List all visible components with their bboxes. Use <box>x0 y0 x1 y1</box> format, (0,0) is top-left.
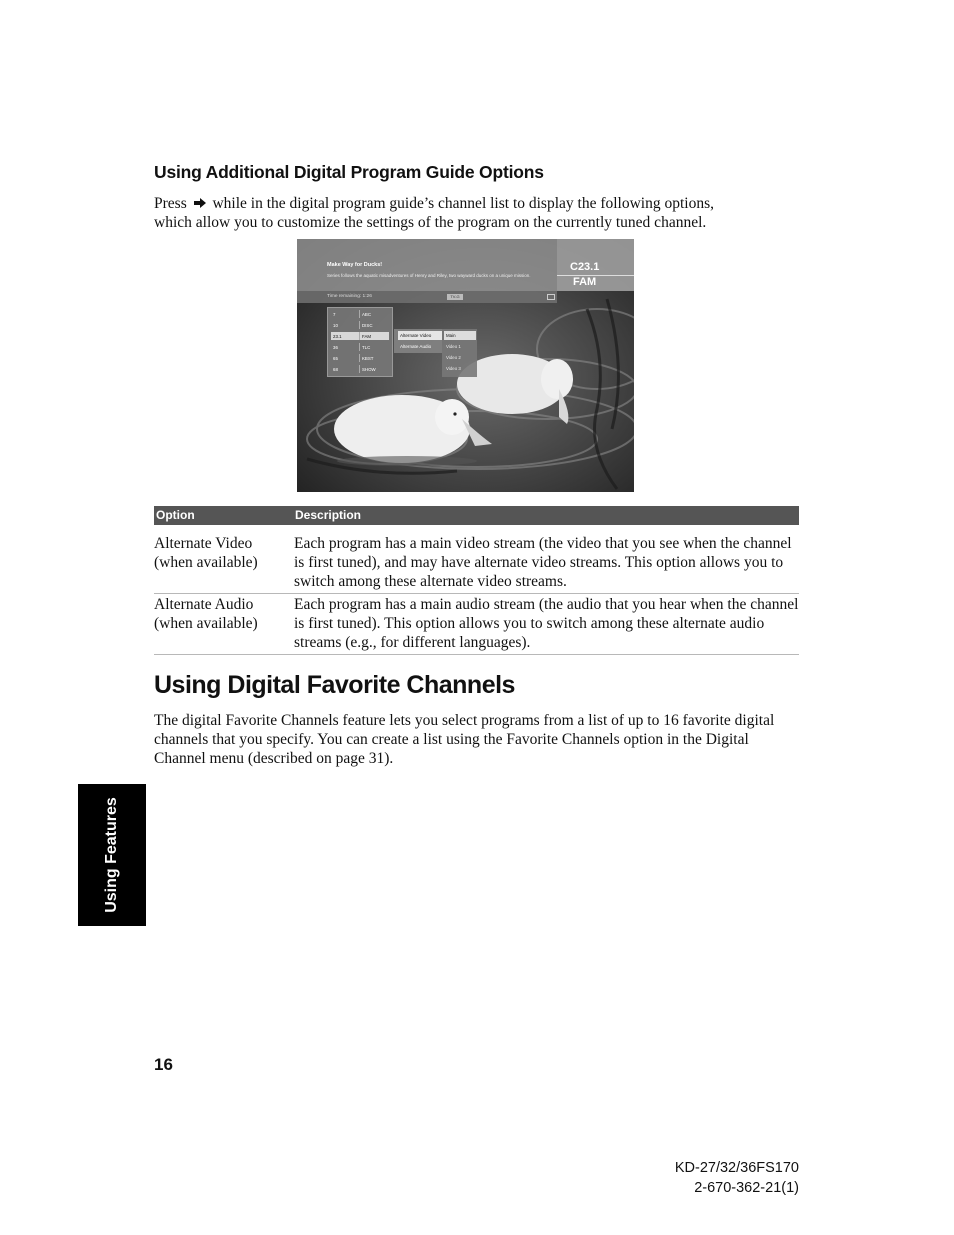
program-info-banner <box>297 239 557 291</box>
favorites-paragraph: The digital Favorite Channels feature lets you select programs from a list of up to 16 favorite digital channels that you specify. You can create a list using the Favorite Channels option in the Digital Channel menu (described on page 31). <box>154 712 775 767</box>
option-cell: Alternate Video (when available) <box>154 535 258 571</box>
right-arrow-icon <box>193 197 207 209</box>
footer-model: KD-27/32/36FS170 <box>674 1160 799 1176</box>
sub-option-main[interactable]: Main <box>444 331 476 340</box>
options-table <box>154 506 799 655</box>
program-description: Series follows the aquatic misadventures of Henry and Riley, two wayward ducks on a unique mission. <box>327 273 531 278</box>
time-remaining: Time remaining: 1:26 <box>327 294 372 299</box>
side-tab <box>78 784 146 926</box>
channel-list-item[interactable]: 65 KBST <box>333 355 374 361</box>
intro-line-1-text: while in the digital program guide’s channel list to display the following options, <box>212 195 715 212</box>
sub-option-video-1[interactable]: Video 1 <box>446 344 461 349</box>
channel-list-item[interactable]: 36 TLC <box>333 344 371 350</box>
table-row <box>154 525 799 594</box>
favorites-heading: Using Digital Favorite Channels <box>154 671 515 699</box>
description-cell: Each program has a main audio stream (the audio that you hear when the channel is first tuned). This option allows you to switch among these alternate audio streams (e.g., for different languages). <box>294 596 799 651</box>
sub-option-video-2[interactable]: Video 2 <box>446 355 461 360</box>
caption-icon <box>547 294 555 300</box>
channel-list <box>327 307 393 377</box>
intro-paragraph <box>154 194 804 232</box>
channel-list-item-selected[interactable]: 23.1 FAM <box>331 332 389 340</box>
sub-options-menu <box>442 329 477 377</box>
header-description: Description <box>295 508 362 522</box>
side-tab-label: Using Features <box>103 797 120 913</box>
page-number: 16 <box>154 1055 173 1074</box>
program-title: Make Way for Ducks! <box>327 262 383 268</box>
intro-press-word: Press <box>154 195 187 212</box>
option-alternate-video[interactable]: Alternate Video <box>398 331 442 340</box>
channel-list-item[interactable]: 68 SHOW <box>333 366 376 372</box>
header-option: Option <box>156 508 195 522</box>
channel-number: C23.1 <box>570 261 600 273</box>
tv-screenshot <box>297 239 634 492</box>
rating-badge: TV-G <box>447 294 463 300</box>
intro-line-1 <box>154 194 804 213</box>
footer-code: 2-670-362-21(1) <box>694 1180 799 1196</box>
table-row <box>154 594 799 655</box>
section-heading: Using Additional Digital Program Guide Options <box>154 162 544 182</box>
option-cell: Alternate Audio (when available) <box>154 596 258 632</box>
description-cell: Each program has a main video stream (the video that you see when the channel is first tuned), and may have alternate video streams. This option allows you to switch among these alternate video streams. <box>294 535 792 590</box>
option-alternate-audio[interactable]: Alternate Audio <box>400 344 432 349</box>
channel-list-item[interactable]: 7 ABC <box>333 311 372 317</box>
time-bar <box>297 291 557 303</box>
sub-option-video-3[interactable]: Video 3 <box>446 366 461 371</box>
intro-line-2: which allow you to customize the settings of the program on the currently tuned channel. <box>154 214 707 231</box>
channel-list-item[interactable]: 10 DISC <box>333 322 373 328</box>
table-header <box>154 506 799 525</box>
channel-indicator <box>557 239 634 291</box>
options-menu <box>394 329 442 353</box>
channel-name: FAM <box>573 276 597 288</box>
